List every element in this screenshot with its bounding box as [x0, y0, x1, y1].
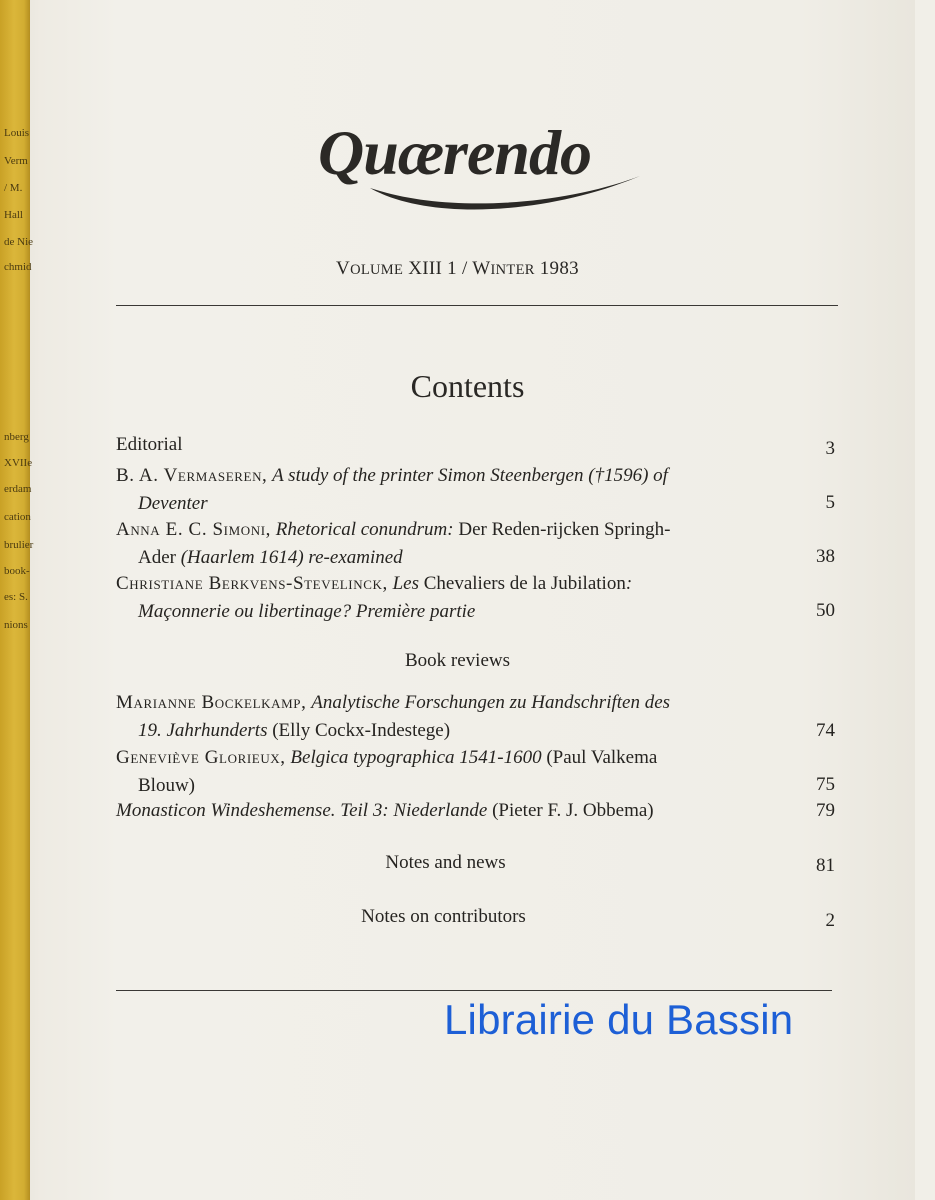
adjacent-page-spine	[0, 0, 34, 1200]
spine-text: Louis	[4, 127, 30, 139]
spine-text: nions	[4, 619, 28, 631]
toc-page-number: 3	[825, 438, 835, 459]
review-page-number: 74	[816, 720, 835, 741]
spine-text: Verm	[4, 155, 28, 167]
bookseller-watermark: Librairie du Bassin	[444, 996, 794, 1043]
journal-masthead	[310, 96, 650, 226]
spine-text: de Nie	[4, 236, 34, 248]
spine-text: brulier	[4, 539, 34, 551]
spine-text: nberg	[4, 431, 29, 443]
notes-contributors-page-number: 2	[825, 910, 835, 931]
toc-entry-simoni: Anna E. C. Simoni, Rhetorical conundrum: Der Reden-rijcken Springh- Ader (Haarlem 1614) re-examined	[116, 519, 671, 568]
notes-news-page-number: 81	[816, 855, 835, 876]
contents-heading: Contents	[410, 368, 525, 404]
review-entry-monasticon: Monasticon Windeshemense. Teil 3: Niederlande (Pieter F. J. Obbema)	[116, 800, 654, 821]
notes-contributors-heading: Notes on contributors	[361, 906, 526, 927]
toc-page-number: 38	[816, 546, 835, 567]
spine-text: / M.	[4, 182, 23, 194]
toc-page-number: 50	[816, 600, 835, 621]
bottom-rule	[116, 990, 832, 991]
masthead-title: Quærendo	[318, 117, 591, 188]
book-reviews-heading: Book reviews	[404, 650, 510, 671]
toc-entry-editorial: Editorial	[116, 434, 183, 455]
toc-page-number: 5	[825, 492, 835, 513]
volume-line: VOLUME XIII 1 / WINTER 1983	[336, 258, 579, 279]
toc-entry-berkvens: Christiane Berkvens-Stevelinck, Les Chevaliers de la Jubilation: Maçonnerie ou libertinage? Première partie	[116, 573, 633, 622]
spine-text: erdam	[4, 483, 32, 495]
toc-entry-vermaseren: B. A. Vermaseren, A study of the printer Simon Steenbergen (†1596) of Deventer	[116, 465, 668, 514]
spine-text: XVIIe	[4, 457, 33, 469]
top-rule	[116, 305, 838, 306]
review-page-number: 75	[816, 774, 835, 795]
spine-text: es: S.	[4, 591, 28, 603]
review-page-number: 79	[816, 800, 835, 821]
spine-text: book-	[4, 565, 30, 577]
spine-text: cation	[4, 511, 31, 523]
notes-news-heading: Notes and news	[385, 852, 506, 873]
spine-text: chmid	[4, 261, 32, 273]
spine-text: Hall	[4, 209, 23, 221]
review-entry-bockelkamp: Marianne Bockelkamp, Analytische Forschungen zu Handschriften des 19. Jahrhunderts (Elly Cockx-Indestege)	[116, 692, 671, 741]
masthead-logo	[310, 96, 650, 226]
review-entry-glorieux: Geneviève Glorieux, Belgica typographica 1541-1600 (Paul Valkema Blouw)	[116, 747, 658, 796]
